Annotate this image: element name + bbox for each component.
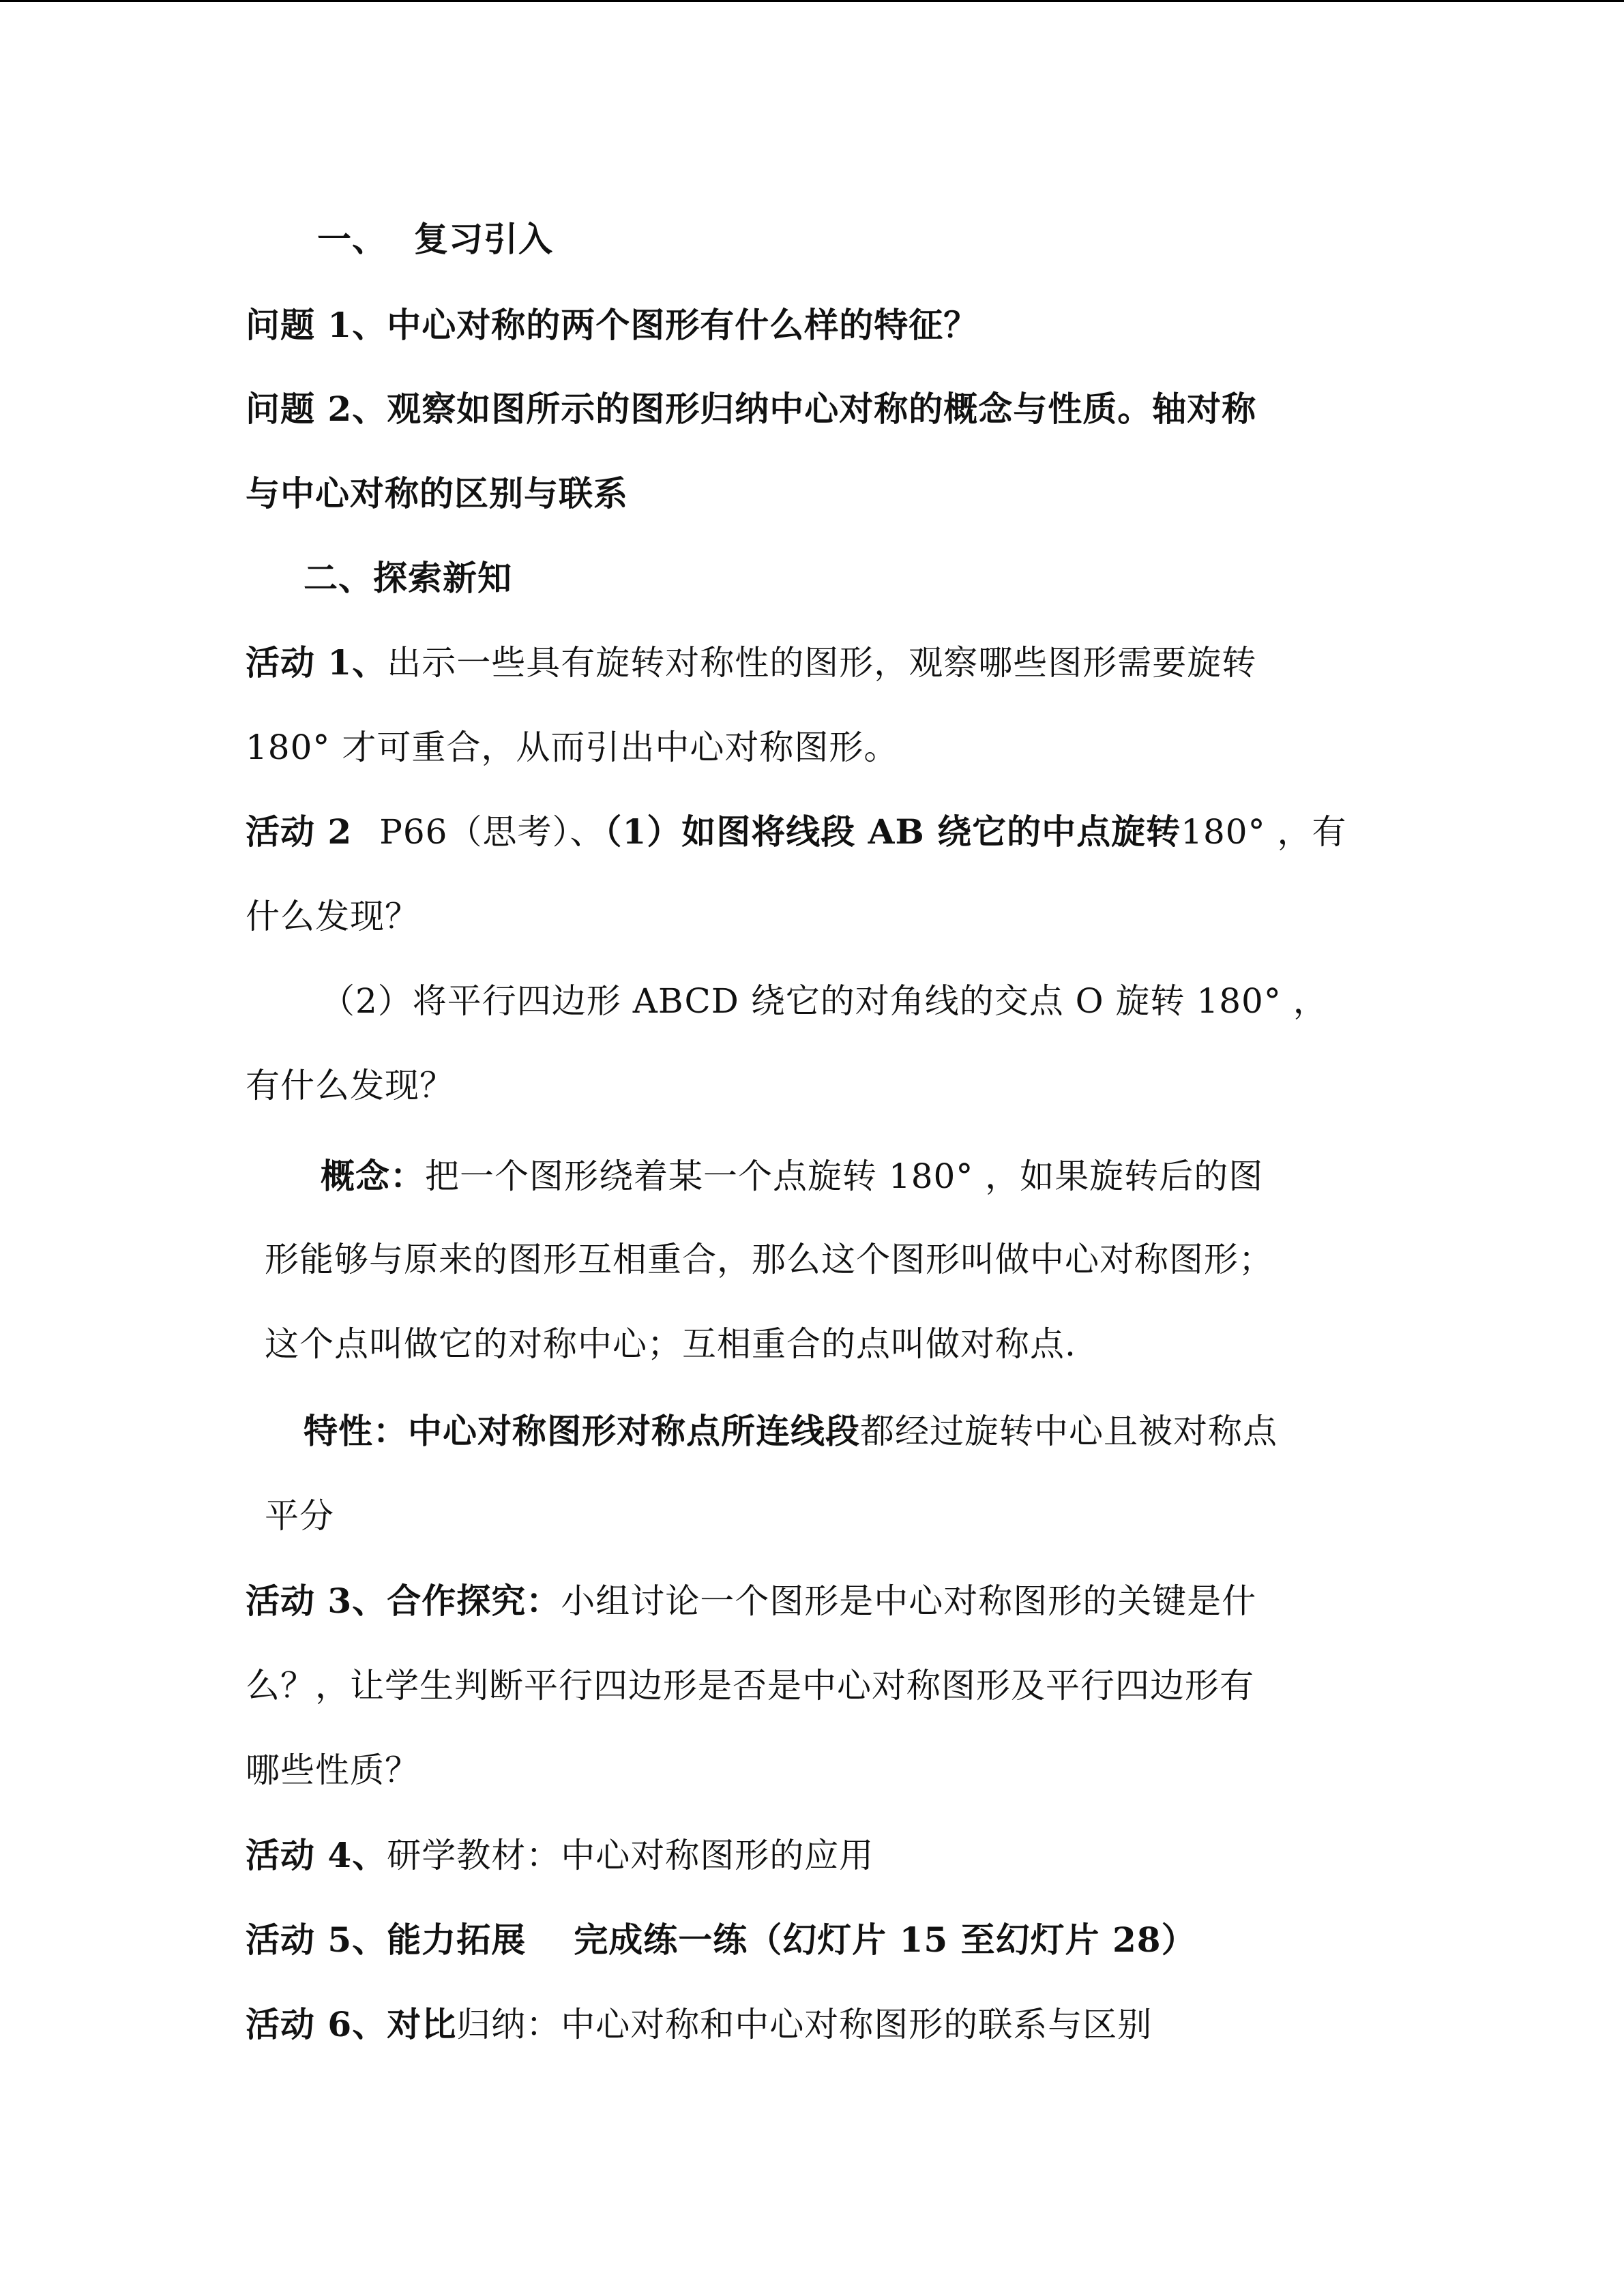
activity-text-continued: 180° 才可重合，从而引出中心对称图形。 (246, 728, 899, 767)
question-text-continued: 与中心对称的区别与联系 (246, 473, 628, 513)
question-1 (246, 301, 978, 349)
activity-question-1: （1）如图将线段 AB 绕它的中点旋转 (604, 811, 1181, 852)
question-text: 观察如图所示的图形归纳中心对称的概念与性质。轴对称 (387, 389, 1257, 429)
concept-text: 把一个图形绕着某一个点旋转 180° ，如果旋转后的图 (425, 1157, 1264, 1196)
activity-3-line-3 (246, 1746, 419, 1794)
activity-2-line-1 (246, 808, 1346, 856)
property-text-continued: 平分 (265, 1496, 334, 1536)
activity-label: 活动 6、对比 (246, 2004, 457, 2044)
concept-text-continued: 形能够与原来的图形互相重合，那么这个图形叫做中心对称图形； (265, 1240, 1273, 1279)
activity-2-sub-2-line-2 (246, 1062, 454, 1109)
property-line-1 (304, 1407, 1278, 1455)
property-label: 特性： (304, 1411, 408, 1451)
property-line-2 (265, 1492, 334, 1540)
activity-text: 研学教材：中心对称图形的应用 (387, 1836, 874, 1875)
activity-4 (246, 1832, 874, 1879)
activity-question-2: （2）将平行四边形 ABCD 绕它的对角线的交点 O 旋转 180° ， (321, 981, 1328, 1021)
question-label: 问题 2、 (246, 389, 387, 429)
question-label: 问题 1、 (246, 305, 387, 345)
textbook-reference: P66（思考）、 (379, 812, 605, 852)
activity-text-continued: 哪些性质？ (246, 1750, 419, 1790)
question-2-line-2 (246, 470, 628, 518)
activity-3-line-2 (246, 1662, 1254, 1710)
property-text: 都经过旋转中心且被对称点 (860, 1412, 1278, 1451)
concept-label: 概念： (321, 1156, 425, 1196)
concept-line-3 (265, 1320, 1076, 1368)
concept-text-continued: 这个点叫做它的对称中心；互相重合的点叫做对称点. (265, 1324, 1076, 1364)
activity-label: 活动 5、能力拓展 (246, 1920, 527, 1960)
activity-3-line-1 (246, 1577, 1256, 1625)
activity-text: 出示一些具有旋转对称性的图形，观察哪些图形需要旋转 (387, 643, 1257, 683)
activity-1-line-1 (246, 639, 1256, 687)
activity-label: 活动 4、 (246, 1835, 387, 1875)
question-2-line-1 (246, 385, 1256, 433)
activity-2-sub-2-line-1 (321, 977, 1328, 1025)
activity-text-continued: 么？，让学生判断平行四边形是否是中心对称图形及平行四边形有 (246, 1666, 1254, 1705)
activity-text: 归纳：中心对称和中心对称图形的联系与区别 (456, 2005, 1153, 2044)
section-title: 复习引入 (414, 219, 553, 259)
activity-label: 活动 3、合作探究： (246, 1581, 561, 1621)
activity-text: 完成练一练（幻灯片 15 至幻灯片 28） (574, 1920, 1196, 1960)
section-title: 二、探索新知 (304, 558, 512, 598)
activity-1-line-2 (246, 724, 898, 771)
section-heading-2 (304, 554, 512, 602)
activity-5 (246, 1916, 1196, 1964)
activity-text-continued: 什么发现？ (246, 897, 419, 936)
section-heading-1 (317, 215, 553, 263)
activity-label: 活动 1、 (246, 642, 387, 683)
activity-label: 活动 2 (246, 811, 353, 852)
activity-text: 小组讨论一个图形是中心对称图形的关键是什 (561, 1581, 1257, 1621)
activity-2-line-2 (246, 893, 419, 940)
activity-question-2-continued: 有什么发现？ (246, 1066, 454, 1105)
property-bold-text: 中心对称图形对称点所连线段 (408, 1411, 860, 1451)
activity-question-1-tail: 180° ，有 (1181, 812, 1347, 852)
question-text: 中心对称的两个图形有什么样的特征？ (387, 305, 979, 345)
concept-line-2 (265, 1236, 1273, 1283)
section-number: 一、 (317, 219, 387, 259)
concept-line-1 (321, 1152, 1263, 1200)
activity-6 (246, 2001, 1152, 2048)
